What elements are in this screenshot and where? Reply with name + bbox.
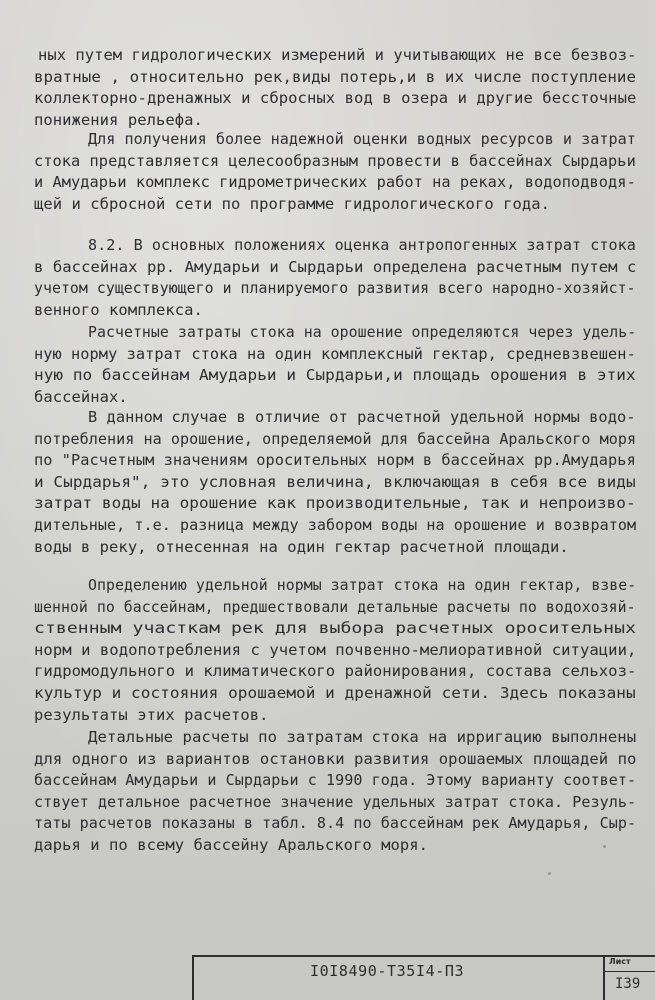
text-line: затрат воды на орошение как производительные, так и непроизво- bbox=[34, 494, 636, 513]
paper-speck bbox=[548, 872, 551, 875]
sheet-number: I39 bbox=[615, 976, 641, 992]
text-line: культур и состояния орошаемой и дренажной сети. Здесь показаны bbox=[34, 684, 636, 702]
text-line: коллекторно-дренажных и сбросных вод в озера и другие бессточные bbox=[34, 89, 637, 108]
text-line: норм и водопотребления с учетом почвенно-мелиоративной ситуации, bbox=[34, 640, 637, 659]
text-line: понижения рельефа. bbox=[34, 110, 203, 129]
text-line: дарья и по всему бассейну Аральского моря. bbox=[34, 836, 429, 854]
text-line: бассейнах. bbox=[34, 387, 128, 406]
text-line: учетом существующего и планируемого развития всего народно-хозяйст- bbox=[34, 279, 636, 298]
text-line: для одного из вариантов остановки развития орошаемых площадей по bbox=[34, 749, 637, 768]
text-line: гидромодульного и климатического районирования, состава сельхоз- bbox=[34, 662, 637, 681]
title-block-sheet-divider bbox=[603, 971, 655, 972]
title-block-divider bbox=[603, 955, 605, 1000]
text-line: ствует детальное расчетное значение удельных затрат стока. Резуль- bbox=[34, 792, 637, 811]
text-line: Для получения более надежной оценки водных ресурсов и затрат bbox=[88, 130, 636, 148]
text-line: Определению удельной нормы затрат стока на один гектар, взве- bbox=[88, 576, 637, 594]
text-line: по "Расчетным значениям оросительных норм в бассейнах рр.Амударья bbox=[34, 451, 636, 470]
text-line: ственным участкам рек для выбора расчетных оросительных bbox=[34, 619, 637, 638]
paper-speck bbox=[603, 845, 606, 848]
text-line: ных путем гидрологических измерений и учитывающих не все безвоз- bbox=[38, 46, 637, 64]
text-line: вратные , относительно рек,виды потерь,и в их числе поступление bbox=[34, 67, 637, 86]
text-line: Расчетные затраты стока на орошение определяются через удель- bbox=[88, 323, 637, 341]
text-line: 8.2. В основных положениях оценка антропогенных затрат стока bbox=[88, 236, 636, 254]
document-code: I0I8490-Т35I4-ПЗ bbox=[310, 962, 465, 980]
text-line: результаты этих расчетов. bbox=[34, 705, 269, 724]
text-line: и Амударьи комплекс гидрометрических работ на реках, водоподводя- bbox=[34, 173, 636, 192]
text-line: ную по бассейнам Амударьи и Сырдарьи,и площадь орошения в этих bbox=[34, 366, 636, 385]
text-line: щей и сбросной сети по программе гидрологического года. bbox=[34, 194, 550, 213]
text-line: в бассейнах рр. Амударьи и Сырдарьи определена расчетным путем с bbox=[34, 257, 637, 276]
text-line: и Сырдарья", это условная величина, включающая в себя все виды bbox=[34, 472, 636, 491]
text-line: стока представляется целесообразным провести в бассейнах Сырдарьи bbox=[34, 151, 636, 170]
text-line: шенной по бассейнам, предшествовали детальные расчеты по водохозяй- bbox=[34, 597, 636, 616]
text-line: Детальные расчеты по затратам стока на ирригацию выполнены bbox=[88, 728, 637, 746]
text-line: дительные, т.е. разница между забором воды на орошение и возвратом bbox=[34, 516, 637, 534]
text-line: ную норму затрат стока на один комплексный гектар, средневзвешен- bbox=[34, 344, 636, 363]
text-line: В данном случае в отличие от расчетной удельной нормы водо- bbox=[88, 408, 636, 426]
sheet-label: Лист bbox=[609, 957, 631, 966]
text-line: потребления на орошение, определяемой для бассейна Аральского моря bbox=[34, 429, 637, 448]
text-line: венного комплекса. bbox=[34, 300, 203, 319]
text-line: таты расчетов показаны в табл. 8.4 по бассейнам рек Амударья, Сыр- bbox=[34, 814, 637, 833]
text-line: воды в реку, отнесенная на один гектар расчетной площади. bbox=[34, 537, 569, 556]
text-line: бассейнам Амударьи и Сырдарьи с 1990 года. Этому варианту соответ- bbox=[34, 771, 637, 790]
